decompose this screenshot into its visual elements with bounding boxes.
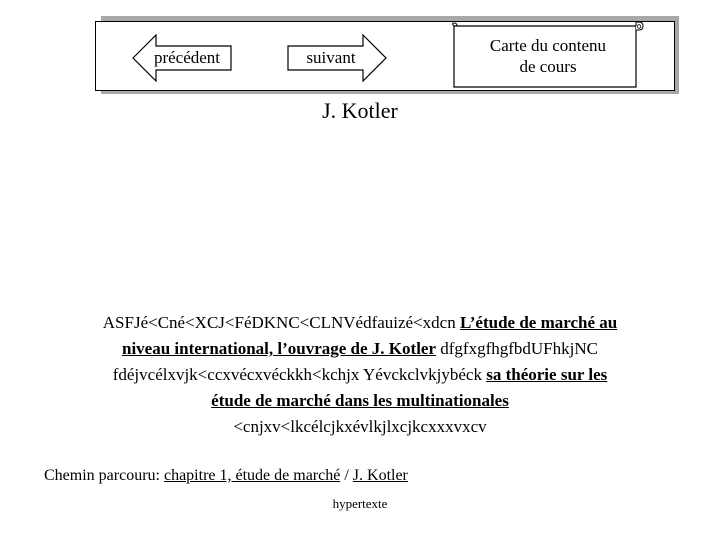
breadcrumb-prefix: Chemin parcouru: [44,467,160,484]
previous-button[interactable] [132,34,232,82]
next-button[interactable] [287,34,387,82]
breadcrumb [44,467,408,485]
content-map-button[interactable] [450,22,646,88]
breadcrumb-link-chapter[interactable]: chapitre 1, étude de marché [163,467,341,484]
map-label-line1: Carte du contenu [489,36,607,55]
footer-label: hypertexte [332,496,388,511]
hyperlink-kotler-study[interactable]: L’étude de marché au niveau international, l’ouvrage de J. Kotler [122,313,618,358]
next-label: suivant [306,48,356,67]
intro-text: ASFJé<Cné<XCJ<FéDKNC<CLNVédfauizé<xdcn [102,313,456,332]
breadcrumb-link-author[interactable]: J. Kotler [352,467,408,484]
hyperlink-market-theory[interactable]: sa théorie sur les étude de marché dans les multinationales [211,365,608,410]
middle-text: dfgfxgfhgfbdUFhkjNC fdéjvcélxvjk<ccxvécxvéckkh<kchjx Yévckclvkjybéck [112,339,598,384]
map-label-line2: de cours [519,57,577,76]
breadcrumb-separator: / [344,467,349,484]
outro-text: <cnjxv<lkcélcjkxévlkjlxcjkcxxxvxcv [233,417,487,436]
previous-label: précédent [153,48,221,67]
page-title: J. Kotler [322,98,398,123]
body-paragraph [100,310,620,440]
